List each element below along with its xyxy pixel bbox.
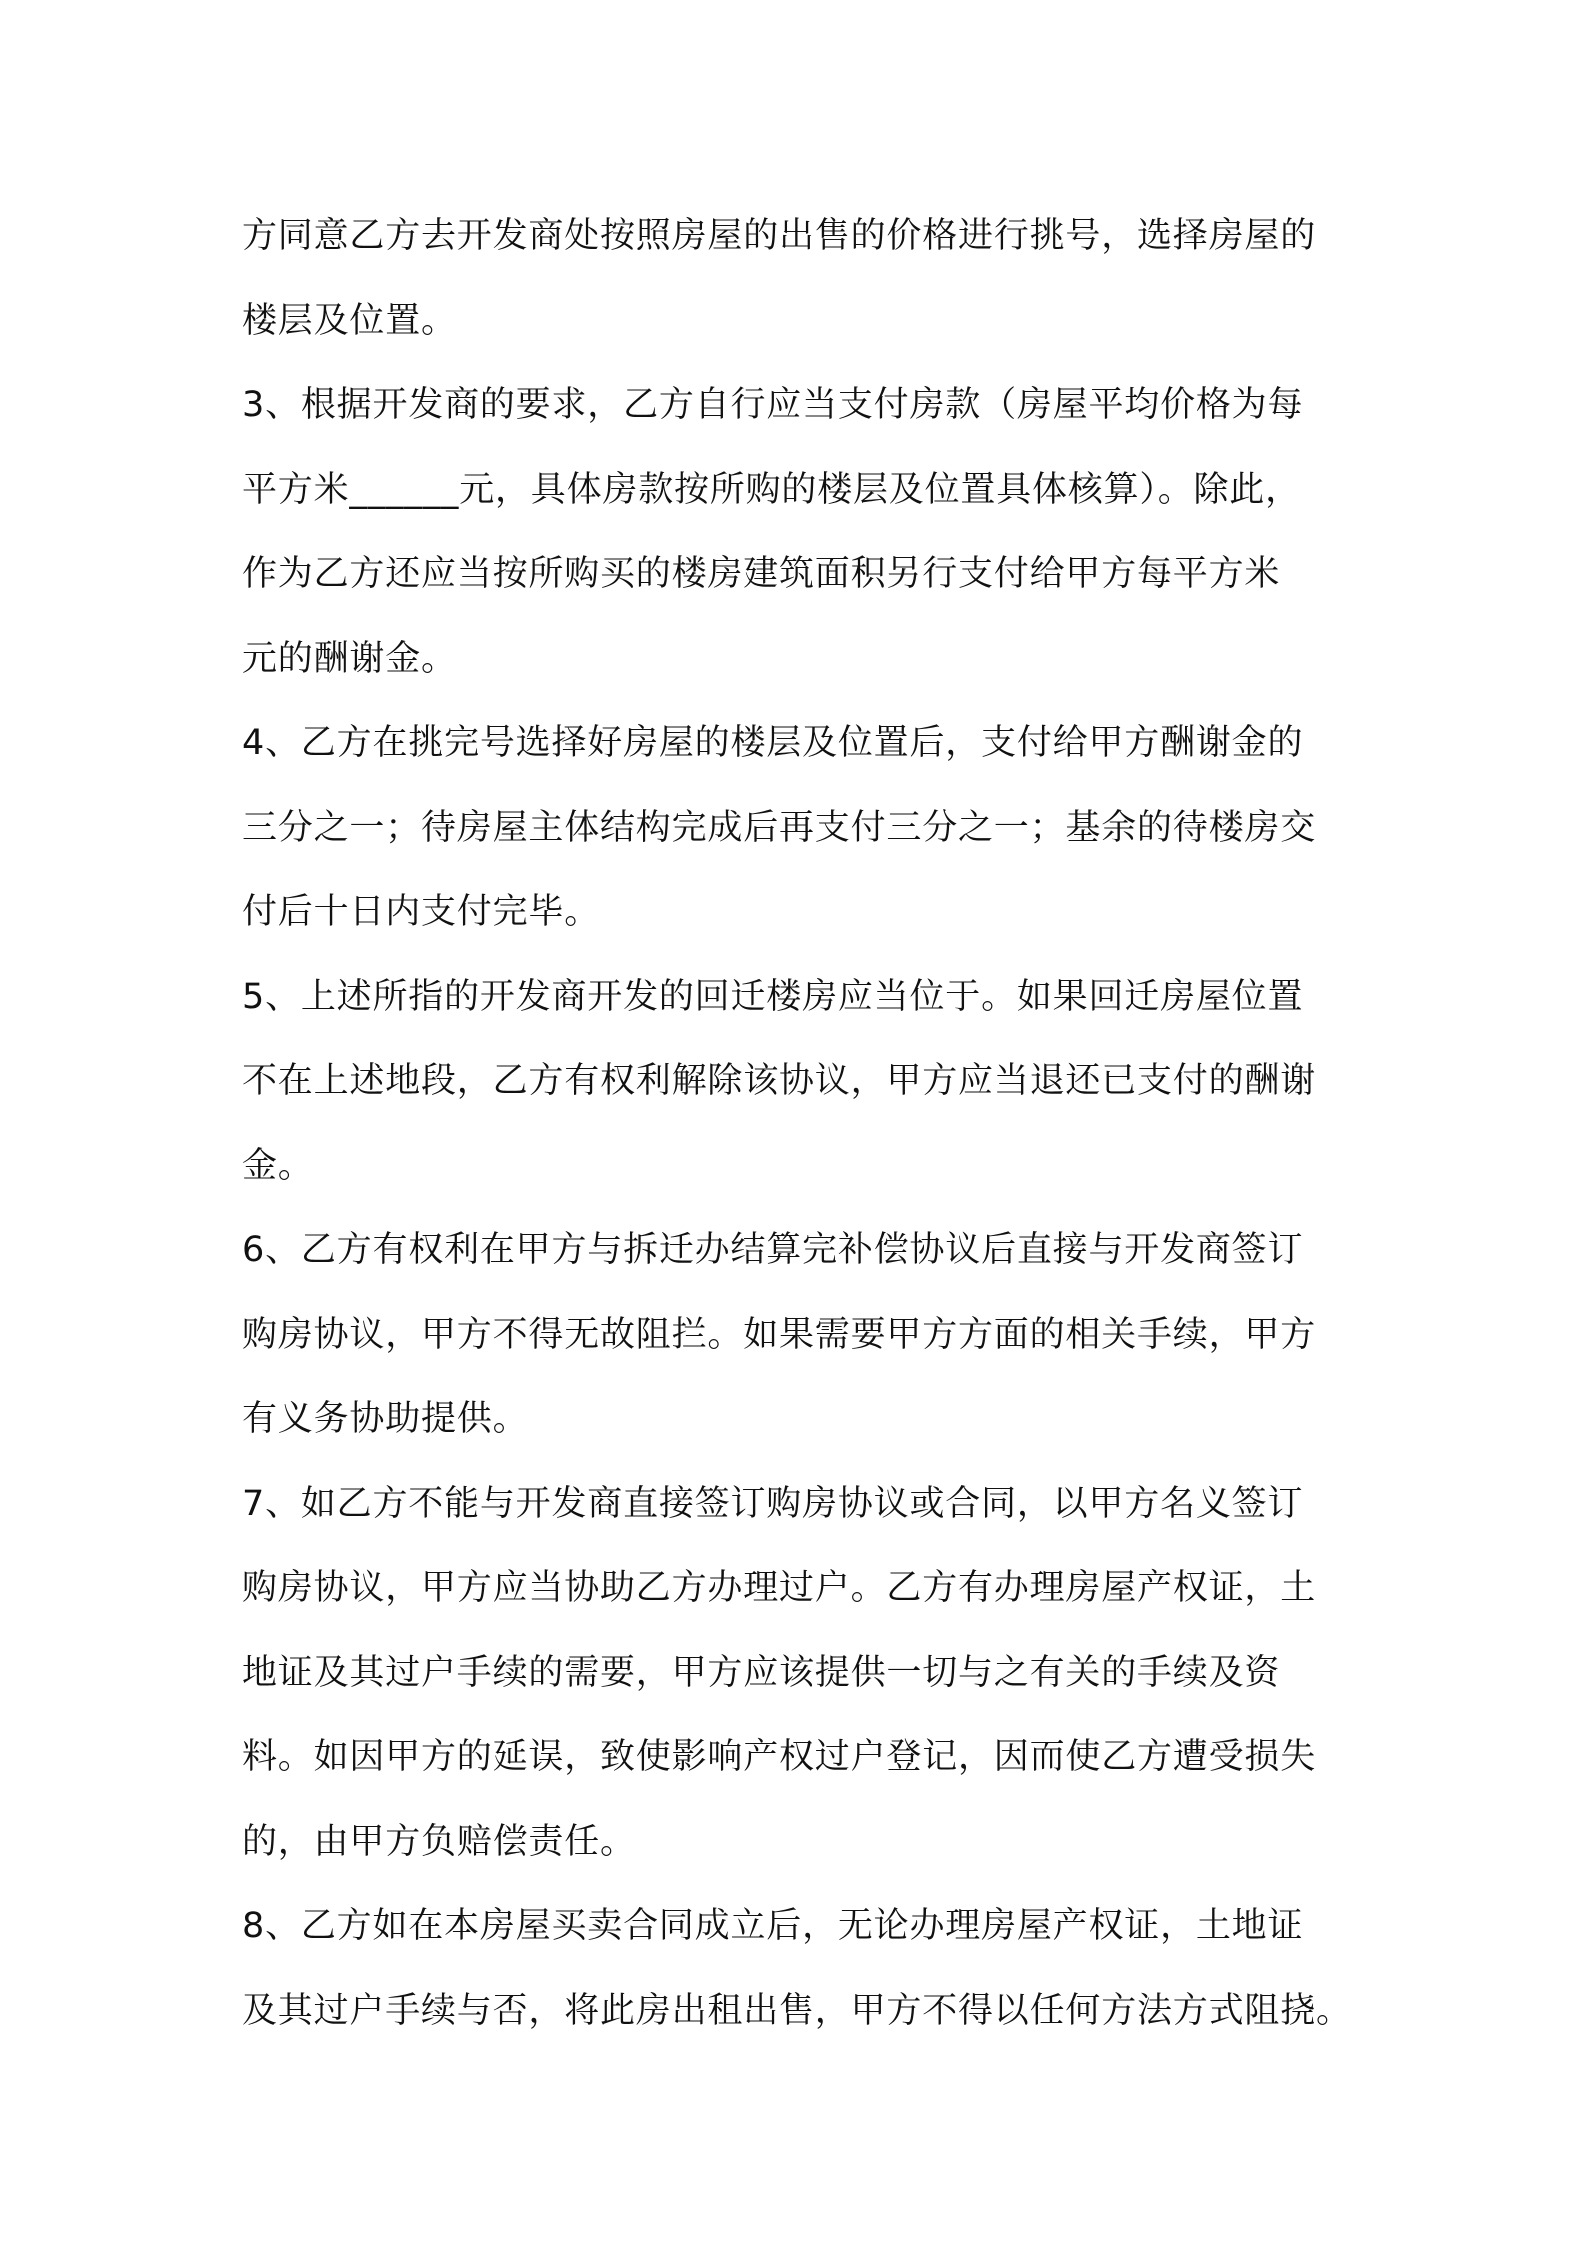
text-line: 购房协议，甲方不得无故阻拦。如果需要甲方方面的相关手续，甲方: [242, 1314, 1317, 1355]
text-line: 方同意乙方去开发商处按照房屋的出售的价格进行挑号，选择房屋的: [242, 216, 1317, 256]
text-line: 元的酬谢金。: [242, 638, 457, 679]
text-line: 平方米______元，具体房款按所购的楼层及位置具体核算）。除此，: [242, 469, 1301, 510]
clause-5-line: 5、上述所指的开发商开发的回迁楼房应当位于。如果回迁房屋位置: [242, 976, 1304, 1017]
text-line: 有义务协助提供。: [242, 1399, 529, 1439]
text-line: 不在上述地段，乙方有权利解除该协议，甲方应当退还已支付的酬谢: [242, 1061, 1317, 1101]
text-line: 作为乙方还应当按所购买的楼房建筑面积另行支付给甲方每平方米: [242, 554, 1281, 594]
text-line: 料。如因甲方的延误，致使影响产权过户登记，因而使乙方遭受损失: [242, 1737, 1317, 1777]
text-line: 的，由甲方负赔偿责任。: [242, 1821, 636, 1862]
clause-4-line: 4、乙方在挑完号选择好房屋的楼层及位置后，支付给甲方酬谢金的: [242, 723, 1304, 763]
clause-6-line: 6、乙方有权利在甲方与拆迁办结算完补偿协议后直接与开发商签订: [242, 1230, 1304, 1270]
text-line: 及其过户手续与否，将此房出租出售，甲方不得以任何方法方式阻挠。: [242, 1990, 1352, 2031]
text-line: 购房协议，甲方应当协助乙方办理过户。乙方有办理房屋产权证，土: [242, 1568, 1317, 1608]
contract-text-block: [242, 194, 1354, 2053]
text-line: 三分之一；待房屋主体结构完成后再支付三分之一；基余的待楼房交: [242, 807, 1317, 848]
text-line: 地证及其过户手续的需要，甲方应该提供一切与之有关的手续及资: [242, 1652, 1281, 1693]
text-line: 金。: [242, 1145, 314, 1186]
text-line: 楼层及位置。: [242, 300, 457, 341]
clause-7-line: 7、如乙方不能与开发商直接签订购房协议或合同，以甲方名义签订: [242, 1483, 1304, 1524]
text-line: 付后十日内支付完毕。: [242, 892, 601, 932]
clause-3-line: 3、根据开发商的要求，乙方自行应当支付房款（房屋平均价格为每: [242, 385, 1304, 425]
clause-8-line: 8、乙方如在本房屋买卖合同成立后，无论办理房屋产权证，土地证: [242, 1906, 1304, 1946]
